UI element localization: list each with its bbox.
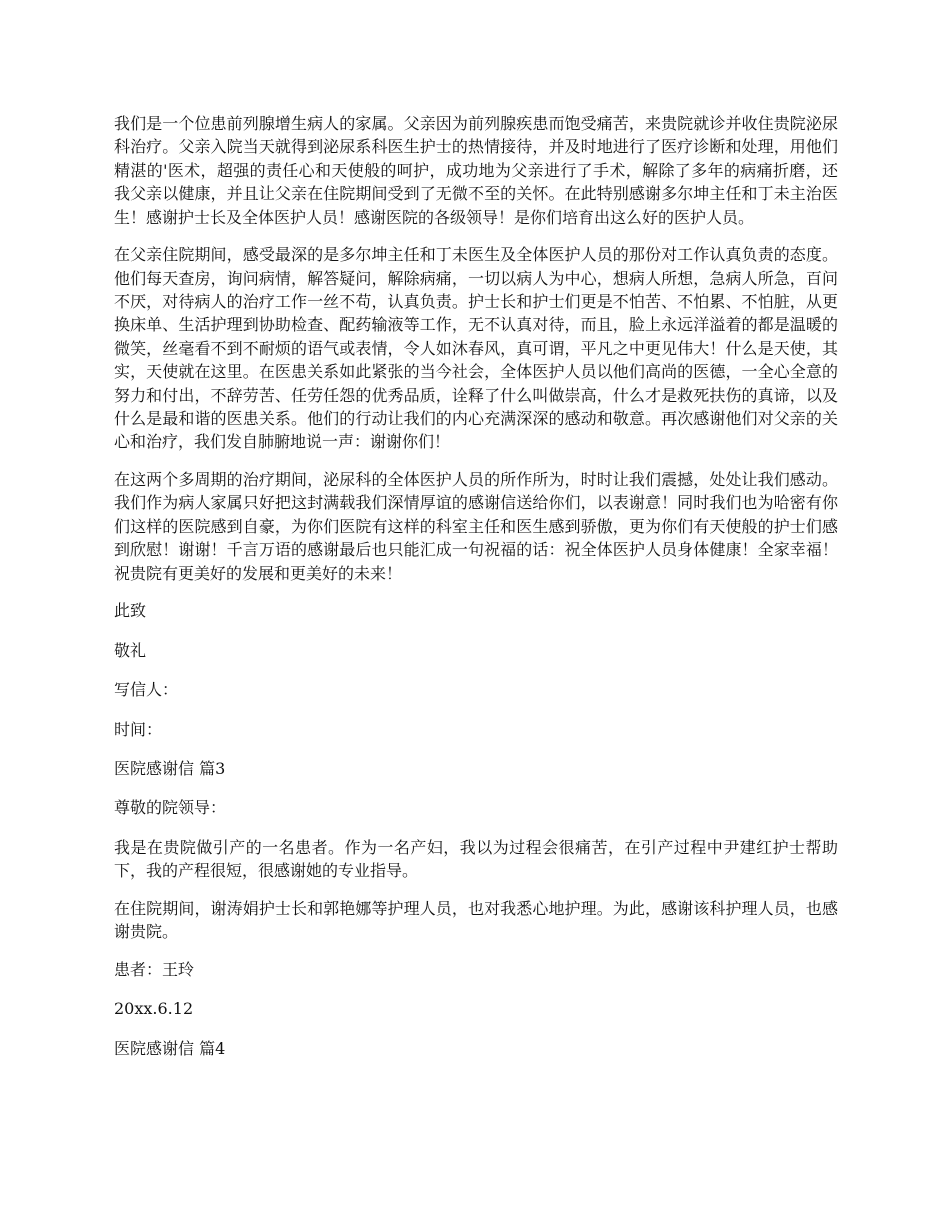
- greeting-leaders: 尊敬的院领导：: [114, 798, 227, 818]
- paragraph-patient-induction: 我是在贵院做引产的一名患者。作为一名产妇，我以为过程会很痛苦，在引产过程中尹建红护士帮助下，我的产程很短，很感谢她的专业指导。: [114, 837, 838, 881]
- paragraph-closing-thanks: 在这两个多周期的治疗期间，泌尿科的全体医护人员的所作所为，时时让我们震撼，处处让我们感动。我们作为病人家属只好把这封满载我们深情厚谊的感谢信送给你们，以表谢意！同时我们也为哈密有你们这样的医院感到自豪，为你们医院有这样的科室主任和医生感到骄傲，更为你们有天使般的护士们感到欣慰！谢谢！千言万语的感谢最后也只能汇成一句祝福的话：祝全体医护人员身体健康！全家幸福！祝贵院有更美好的发展和更美好的未来！: [114, 470, 838, 583]
- paragraph-nursing-thanks: 在住院期间，谢涛娟护士长和郭艳娜等护理人员，也对我悉心地护理。为此，感谢该科护理人员，也感谢贵院。: [114, 898, 838, 942]
- letter-writer-label: 写信人：: [114, 680, 179, 700]
- paragraph-hospital-stay: 在父亲住院期间，感受最深的是多尔坤主任和丁未医生及全体医护人员的那份对工作认真负责的态度。他们每天查房，询问病情，解答疑问，解除病痛，一切以病人为中心，想病人所想，急病人所急，百问不厌，对待病人的治疗工作一丝不苟，认真负责。护士长和护士们更是不怕苦、不怕累、不怕脏，从更换床单、生活护理到协助检查、配药输液等工作，无不认真对待，而且，脸上永远洋溢着的都是温暖的微笑，丝毫看不到不耐烦的语气或表情，令人如沐春风，真可谓，平凡之中更见伟大！什么是天使，其实，天使就在这里。在医患关系如此紧张的当今社会，全体医护人员以他们高尚的医德，一全心全意的努力和付出，不辞劳苦、任劳任怨的优秀品质，诠释了什么叫做崇高，什么才是救死扶伤的真谛，以及什么是最和谐的医患关系。他们的行动让我们的内心充满深深的感动和敬意。再次感谢他们对父亲的关心和治疗，我们发自肺腑地说一声：谢谢你们！: [114, 245, 838, 452]
- salutation-jingli: 敬礼: [114, 640, 147, 660]
- letter-document: [114, 112, 838, 1076]
- paragraph-gratitude-intro: 我们是一个位患前列腺增生病人的家属。父亲因为前列腺疾患而饱受痛苦，来贵院就诊并收住贵院泌尿科治疗。父亲入院当天就得到泌尿系科医生护士的热情接待，并及时地进行了医疗诊断和处理，用他们精湛的'医术，超强的责任心和天使般的呵护，成功地为父亲进行了手术，解除了多年的病痛折磨，还我父亲以健康，并且让父亲在住院期间受到了无微不至的关怀。在此特别感谢多尔坤主任和丁未主治医生！感谢护士长及全体医护人员！感谢医院的各级领导！是你们培育出这么好的医护人员。: [114, 114, 838, 227]
- section-heading-4: 医院感谢信 篇4: [114, 1038, 226, 1058]
- letter-date-label: 时间：: [114, 719, 163, 739]
- salutation-cizhi: 此致: [114, 601, 147, 621]
- letter-date: 20xx.6.12: [114, 999, 194, 1019]
- section-heading-3: 医院感谢信 篇3: [114, 758, 226, 778]
- patient-signature: 患者：王玲: [114, 959, 195, 979]
